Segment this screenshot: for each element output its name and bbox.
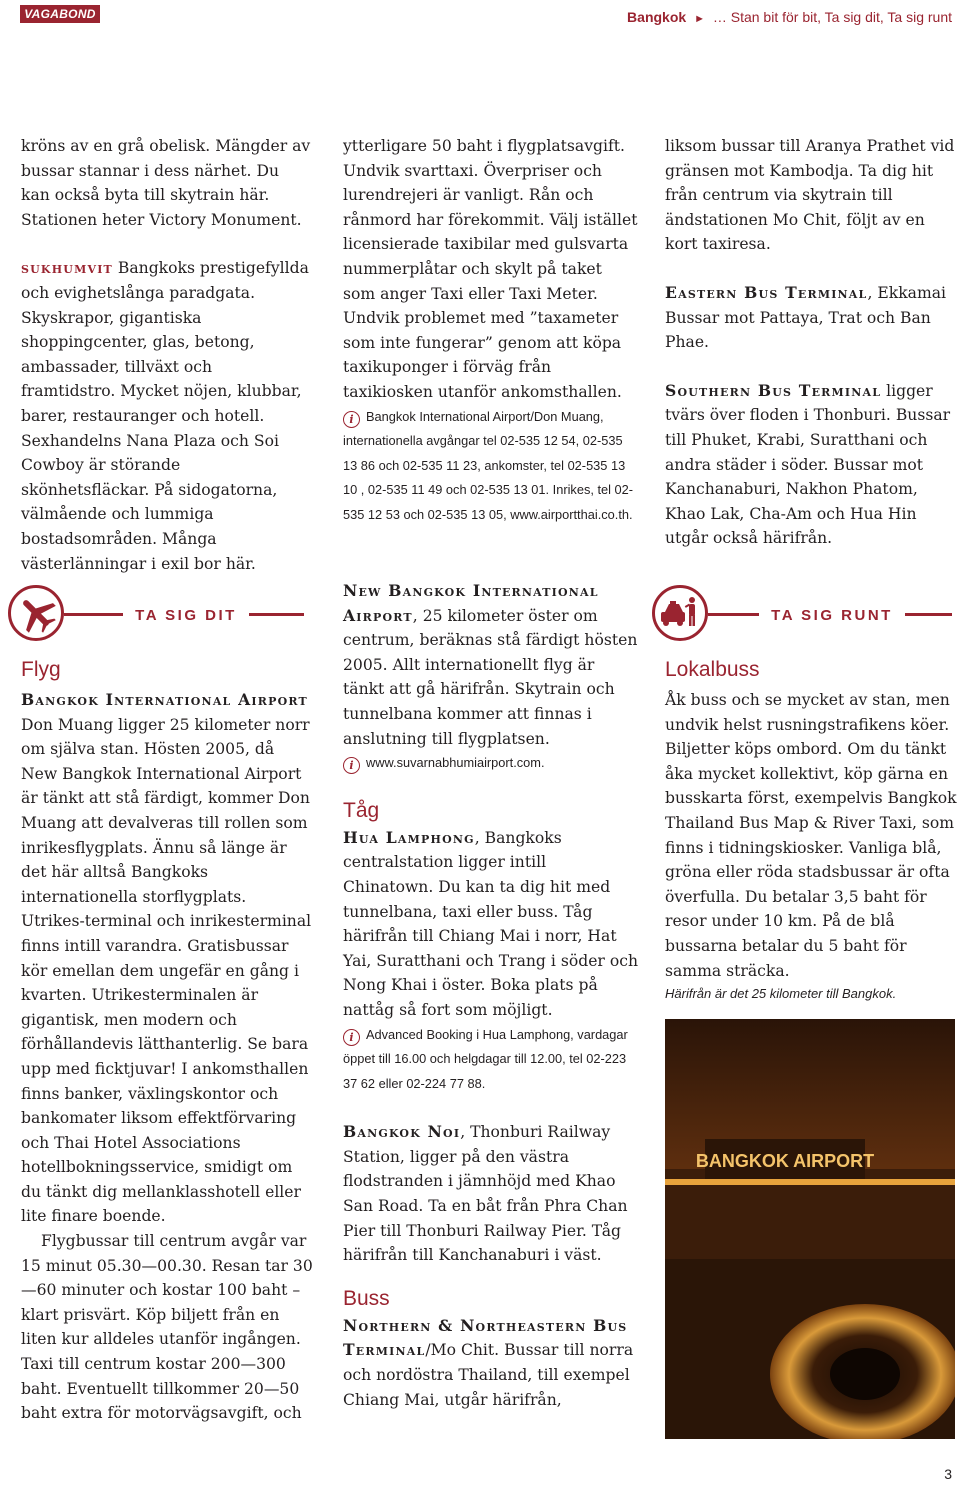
heading-flyg: Flyg	[21, 658, 61, 681]
section-head: Hua Lamphong	[343, 827, 475, 847]
paragraph-hua-lamphong: Hua Lamphong, Bangkoks centralstation ligger intill Chinatown. Du kan ta dig hit med tunnelbana, taxi eller buss. Tåg härifrån till Chiang Mai i norr, Hat Yai, Suratthani och Trang i söder och Nong Khai i öster. Boka plats på nattåg så fort som möjligt.	[343, 827, 638, 1019]
paragraph: liksom bussar till Aranya Prathet vid gränsen mot Kambodja. Ta dig hit från centrum via skytrain till ändstationen Mo Chit, följt av en kort taxiresa.	[665, 137, 955, 254]
paragraph-new-airport: New Bangkok International Airport, 25 kilometer öster om centrum, beräknas stå färdigt hösten 2005. Allt internationellt flyg är tänkt att gå härifrån. Skytrain och tunnelbana kommer att finnas i anslutning till flygplatsen.	[343, 581, 638, 748]
breadcrumb-section: Bangkok	[627, 9, 687, 25]
section-head: New Bangkok International Airport	[343, 581, 599, 625]
info-icon: i	[343, 1029, 360, 1046]
section-head: Eastern Bus Terminal	[665, 282, 868, 302]
paragraph: kröns av en grå obelisk. Mängder av bussar stannar i dess närhet. Du kan också byta till skytrain här. Stationen heter Victory Monument.	[21, 137, 311, 229]
section-head: Bangkok International Airport	[21, 690, 308, 709]
paragraph: Flygbussar till centrum avgår var 15 minut 05.30—00.30. Resan tar 30—60 minuter och kostar 100 baht – klart prisvärt. Köp biljett från en liten kur alldeles utanför ingången. Taxi till centrum kostar 200—300 baht. Eventuellt tillkommer 20—50 baht extra för motorvägsavgift, och	[21, 1232, 313, 1423]
breadcrumb	[627, 9, 952, 25]
paragraph-bangkok-noi: Bangkok Noi, Thonburi Railway Station, ligger på den västra flodstranden i jämnhöjd med Khao San Road. Ta en båt från Phra Chan Pier till Thonburi Railway Pier. Tåg härifrån till Kanchanaburi i väst.	[343, 1122, 628, 1265]
info-icon: i	[343, 411, 360, 428]
paragraph-eastern: Eastern Bus Terminal, Ekkamai Bussar mot Pattaya, Trat och Ban Phae.	[665, 282, 947, 352]
section-head: Northern & Northeastern Bus Terminal	[343, 1315, 628, 1360]
info-block: i www.suvarnabhumiairport.com.	[343, 751, 638, 776]
vagabond-logo: VAGABOND	[20, 5, 100, 23]
paragraph-northern: Northern & Northeastern Bus Terminal/Mo Chit. Bussar till norra och nordöstra Thailand, till exempel Chiang Mai, utgår härifrån,	[343, 1315, 634, 1409]
info-icon: i	[343, 757, 360, 774]
column-1-top	[21, 134, 311, 576]
column-1-bottom	[21, 655, 313, 1426]
breadcrumb-arrow-icon: ►	[694, 13, 705, 25]
section-head: Southern Bus Terminal	[665, 380, 882, 400]
section-head: sukhumvit	[21, 258, 113, 278]
column-3-top	[665, 134, 957, 551]
airplane-icon	[8, 585, 64, 641]
page-number: 3	[944, 1466, 952, 1482]
paragraph-southern: Southern Bus Terminal ligger tvärs över floden i Thonburi. Bussar till Phuket, Krabi, Suratthani och andra städer i söder. Bussar mot Kanchanaburi, Nakhon Phatom, Khao Lak, Cha-Am och Hua Hin utgår också härifrån.	[665, 380, 951, 548]
info-block: i Bangkok International Airport/Don Muang, internationella avgångar tel 02-535 12 54, 02-535 13 86 och 02-535 11 23, ankomster, tel 02-535 13 10 , 02-535 11 49 och 02-535 13 01. Inrikes, tel 02-535 12 53 och 02-535 13 05, www.airportthai.co.th.	[343, 408, 634, 522]
section-head: Bangkok Noi	[343, 1122, 461, 1142]
column-2-bottom	[343, 579, 638, 1412]
airport-photo	[665, 1019, 955, 1439]
paragraph-sukhumvit: sukhumvit Bangkoks prestigefyllda och evighetslånga paradgata. Skyskrapor, gigantiska shoppingcenter, glas, betong, ambassader, tillväxt och framtidstro. Mycket nöjen, klubbar, barer, restauranger och hotell. Sexhandelns Nana Plaza och Soi Cowboy är störande skönhetsfläckar. På sidogatorna, välmående och lummiga bostadsområden. Många västerlänningar i exil bor här.	[21, 258, 309, 573]
paragraph-airport: Bangkok International Airport Don Muang ligger 25 kilometer norr om själva stan. Hösten 2005, då New Bangkok International Airport är tänkt att stå färdigt, kommer Don Muang att devalveras till rollen som inrikesflygplats. Ännu så länge är det här alltså Bangkoks internationella storflygplats. Utrikes-terminal och inrikesterminal finns intill varandra. Gratisbussar kör emellan dem ungefär en gång i kvarten. Utrikesterminalen är gigantisk, men modern och förhållandevis lätthanterlig. Se bara upp med ficktjuvar! I ankomsthallen finns banker, växlingskontor och bankomater liksom effektförvaring och Thai Hotel Associations hotellbokningsservice, smidigt om du tänkt dig mellanklasshotell eller lite finare boende.	[21, 690, 312, 1226]
paragraph: ytterligare 50 baht i flygplatsavgift. Undvik svarttaxi. Överpriser och lurendrejeri är vanligt. Rån och rånmord har förekommit. Välj istället licensierade taxibilar med gulsvarta nummerplåtar och skylt på taket som anger Taxi eller Taxi Meter. Undvik problemet med ”taxameter som inte fungerar” genom att köpa taxikuponger i förväg från taxikiosken utanför ankomsthallen.	[343, 137, 638, 401]
column-2-top	[343, 134, 638, 528]
heading-buss: Buss	[343, 1286, 390, 1310]
paragraph: Åk buss och se mycket av stan, men undvik helst rusningstrafikens köer. Biljetter köps ombord. Om du tänkt åka mycket kollektivt, köp gärna en busskarta först, exempelvis Bangkok Thailand Bus Map & River Taxi, som finns i tidningskiosker. Vanliga blå, gröna eller röda stadsbussar är ofta överfulla. Du betalar 3,5 baht för resor under 10 km. På de blå bussarna betalar du 5 baht för samma sträcka.	[665, 691, 957, 980]
banner-ta-sig-dit	[8, 585, 304, 641]
heading-lokalbuss: Lokalbuss	[665, 658, 760, 681]
taxi-person-icon	[652, 585, 708, 641]
photo-caption: Härifrån är det 25 kilometer till Bangkok.	[665, 986, 897, 1001]
info-block: i Advanced Booking i Hua Lamphong, vardagar öppet till 16.00 och helgdagar till 12.00, tel 02-223 37 62 eller 02-224 77 88.	[343, 1026, 628, 1091]
heading-tag: Tåg	[343, 798, 380, 822]
banner-label: TA SIG DIT	[123, 607, 249, 624]
column-3-bottom	[665, 655, 957, 983]
banner-ta-sig-runt	[652, 585, 952, 641]
airport-sign: BANGKOK AIRPORT	[695, 1151, 875, 1171]
breadcrumb-path: … Stan bit för bit, Ta sig dit, Ta sig runt	[712, 9, 952, 25]
banner-label: TA SIG RUNT	[759, 607, 905, 624]
